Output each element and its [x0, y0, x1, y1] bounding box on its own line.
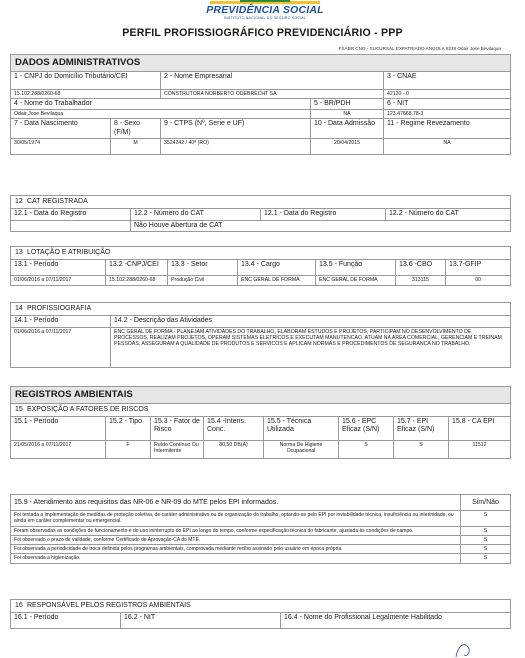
lotacao-header: 13.4 - Cargo [238, 260, 316, 276]
exposicao-cell: F [106, 440, 151, 458]
exposicao-cell: 21/05/2016 a 07/11/2017 [11, 440, 106, 458]
lotacao-number: 13 [15, 249, 23, 256]
cnpj-value: 15.102.288/0260-68 [11, 89, 161, 98]
exposicao-cell: S [339, 440, 394, 458]
epi-item: Foram observadas as condições de funcionamento e do uso ininterrupto do EPI ao longo do tempo, conforme especificação técnica do fabricante, ajustada às condições de campo. [11, 526, 461, 535]
lotacao-cell: 15.102.288/0260-68 [106, 276, 168, 285]
epi-item: Foi observado o prazo de validade, conforme Certificado de Aprovação-CA do MTE. [11, 535, 461, 544]
sexo-label: 8 - Sexo (F/M) [111, 119, 161, 139]
exposicao-title: EXPOSIÇÃO A FATORES DE RISCOS [26, 405, 149, 413]
profissiografia-col1: 14.1 - Período [11, 316, 111, 327]
logo-text: PREVIDÊNCIA SOCIAL [206, 4, 324, 16]
epi-answer: S [461, 535, 511, 544]
lotacao-table [10, 246, 511, 286]
regime-label: 11 - Regime Revezamento [384, 119, 511, 139]
exposicao-cell: 80,50 DB(A) [204, 440, 264, 458]
epi-heading: 15.9 - Atendimento aos requisitos das NR-06 e NR-09 do MTE pelos EPI informados. [11, 495, 461, 511]
admin-heading: DADOS ADMINISTRATIVOS [11, 55, 511, 72]
epi-answer: S [461, 526, 511, 535]
profissiografia-descricao: ENC GERAL DE FORMA - PLANEJAM ATIVIDADES DO TRABALHO, ELABORAM ESTUDOS E PROJETOS, PARTICIPAM NO DESENVOLVIMENTO DE PROCESSOS, REALIZAM PROJETOS, OPERAM SISTEMAS ELETRICOS E EXECUTAM MANUTENCAO. ATUAM NA AREA COMERCIAL, GERENCIAM E TREINAM PESSOAS, ASSEGURAM A QUALIDADE DE PRODUTOS E SERVICOS E APLICAM NORMAS E PROCEDIMENTOS DE SEGURANCA NO TRABALHO. [111, 327, 511, 367]
regime-value: NA [384, 139, 511, 155]
cat-table [10, 195, 511, 232]
lotacao-header: 13.7-GFIP [446, 260, 511, 276]
exposicao-cell: S [394, 440, 449, 458]
trabalhador-value: Odair Jose Bevilaqua [11, 110, 311, 119]
nit-label: 6 - NIT [384, 98, 511, 109]
cat-heading [11, 196, 511, 209]
profissiografia-heading [11, 303, 511, 316]
responsavel-title: RESPONSÁVEL PELOS REGISTROS AMBIENTAIS [26, 602, 191, 609]
lotacao-cell: ENC GERAL DE FORMA [238, 276, 316, 285]
previdencia-logo [200, 0, 330, 24]
exposicao-heading [11, 403, 511, 416]
lotacao-cell: 01/06/2016 a 07/11/2017 [11, 276, 106, 285]
exposicao-header: 15.4 -Intens. Conc. [204, 416, 264, 440]
responsavel-heading [11, 600, 511, 613]
lotacao-header: 13.6 -CBO [396, 260, 446, 276]
logo-subtitle: INSTITUTO NACIONAL DO SEGURO SOCIAL [223, 16, 307, 20]
epi-item: Foi tentada a implementação de medidas de proteção coletiva, de caráter administrativo ou de organização do trabalho, optando-se pelo EPI por inviabilidade técnica, insuficiência ou interinidade, ou ainda em caráter complementar ou emergencial. [11, 511, 461, 527]
exposicao-number: 15 [15, 405, 23, 413]
responsavel-col2: 16.2 - NIT [121, 613, 281, 629]
lotacao-header: 13.1 - Período [11, 260, 106, 276]
profissiografia-number: 14 [15, 305, 23, 312]
lotacao-header: 13.3 - Setor [168, 260, 238, 276]
admin-table [10, 54, 511, 155]
epi-col-header: Sim/Não [461, 495, 511, 511]
company-line: FSABR CNO - SUCURSAL EXPATRIADO ANGOLA 6238 Odair Jose Bevilaqua [338, 46, 501, 51]
cat-value: Não Houve Abertura de CAT [131, 220, 511, 231]
responsavel-col1: 16.1 - Período [11, 613, 121, 629]
exposicao-header: 15.5 - Técnica Utilizada [264, 416, 339, 440]
ambientais-heading: REGISTROS AMBIENTAIS [11, 387, 511, 404]
signature-mark-icon [450, 641, 490, 658]
cat-col1: 12.1 - Data do Registro [11, 209, 131, 220]
epi-answer: S [461, 554, 511, 563]
br-value: NA [311, 110, 384, 119]
exposicao-cell: Ruído Contínuo Ou Intermitente [151, 440, 204, 458]
ctps-label: 9 - CTPS (Nº, Serie e UF) [161, 119, 311, 139]
empresa-label: 2 - Nome Empresarial [161, 71, 384, 89]
sexo-value: M [111, 139, 161, 155]
profissiografia-table [10, 302, 511, 368]
cnae-value: 42120 - 0 [384, 89, 511, 98]
responsavel-table [10, 599, 511, 629]
exposicao-header: 15.3 - Fator de Risco [151, 416, 204, 440]
responsavel-number: 16 [15, 602, 23, 609]
profissiografia-title: PROFISSIOGRAFIA [26, 305, 92, 312]
ambientais-table [10, 386, 511, 459]
cat-col4: 12.2 - Número do CAT [386, 209, 511, 220]
exposicao-cell: Norma De Higiene Ocupacional [264, 440, 339, 458]
cat-number: 12 [15, 198, 23, 205]
epi-answer: S [461, 545, 511, 554]
epi-item: Foi observada a periodicidade de troca definida pelos programas ambientais, comprovada mediante recibo assinado pelo usuário em época própria. [11, 545, 461, 554]
lotacao-cell: Produção Civil [168, 276, 238, 285]
cnpj-label: 1 - CNPJ do Domicílio Tributário/CEI [11, 71, 161, 89]
cat-col2: 12.2 - Número do CAT [131, 209, 261, 220]
exposicao-header: 15.1 - Período [11, 416, 106, 440]
lotacao-cell: 00 [446, 276, 511, 285]
lotacao-title: LOTAÇÃO E ATRIBUIÇÃO [26, 249, 111, 256]
lotacao-cell: ENC GERAL DE FORMA [316, 276, 396, 285]
ctps-value: 3524242 / 40ª (RO) [161, 139, 311, 155]
admissao-value: 20/04/2015 [311, 139, 384, 155]
profissiografia-col2: 14.2 - Descrição das Atividades [111, 316, 511, 327]
epi-item: Foi observada a higienização. [11, 554, 461, 563]
admissao-label: 10 - Data Admissão [311, 119, 384, 139]
empresa-value: CONSTRUTORA NORBERTO ODEBRECHT SA [161, 89, 384, 98]
lotacao-header: 13.5 - Função [316, 260, 396, 276]
cnae-label: 3 - CNAE [384, 71, 511, 89]
epi-answer: S [461, 511, 511, 527]
lotacao-header: 13.2 -CNPJ/CEI [106, 260, 168, 276]
responsavel-col3: 16.4 - Nome do Profissional Legalmente Habilitado [281, 613, 511, 629]
nascimento-label: 7 - Data Nascimento [11, 119, 111, 139]
exposicao-header: 15.2 - Tipo [106, 416, 151, 440]
epi-table [10, 494, 511, 564]
exposicao-header: 15.7 - EPI Eficaz (S/N) [394, 416, 449, 440]
exposicao-header: 15.8 - CA EPI [449, 416, 511, 440]
trabalhador-label: 4 - Nome do Trabalhador [11, 98, 311, 109]
profissiografia-periodo: 01/06/2016 a 07/11/2017 [11, 327, 111, 367]
cat-col3: 12.1 - Data do Registro [261, 209, 386, 220]
page-title: PERFIL PROFISSIOGRÁFICO PREVIDENCIÁRIO - PPP [122, 27, 403, 39]
lotacao-cell: 313115 [396, 276, 446, 285]
lotacao-heading [11, 247, 511, 260]
cat-title: CAT REGISTRADA [26, 198, 88, 205]
nit-value: 123.47668.78-3 [384, 110, 511, 119]
exposicao-cell: 11512 [449, 440, 511, 458]
nascimento-value: 30/05/1974 [11, 139, 111, 155]
exposicao-header: 15.6 - EPC Eficaz (S/N) [339, 416, 394, 440]
br-label: 5 - BR/PDH [311, 98, 384, 109]
